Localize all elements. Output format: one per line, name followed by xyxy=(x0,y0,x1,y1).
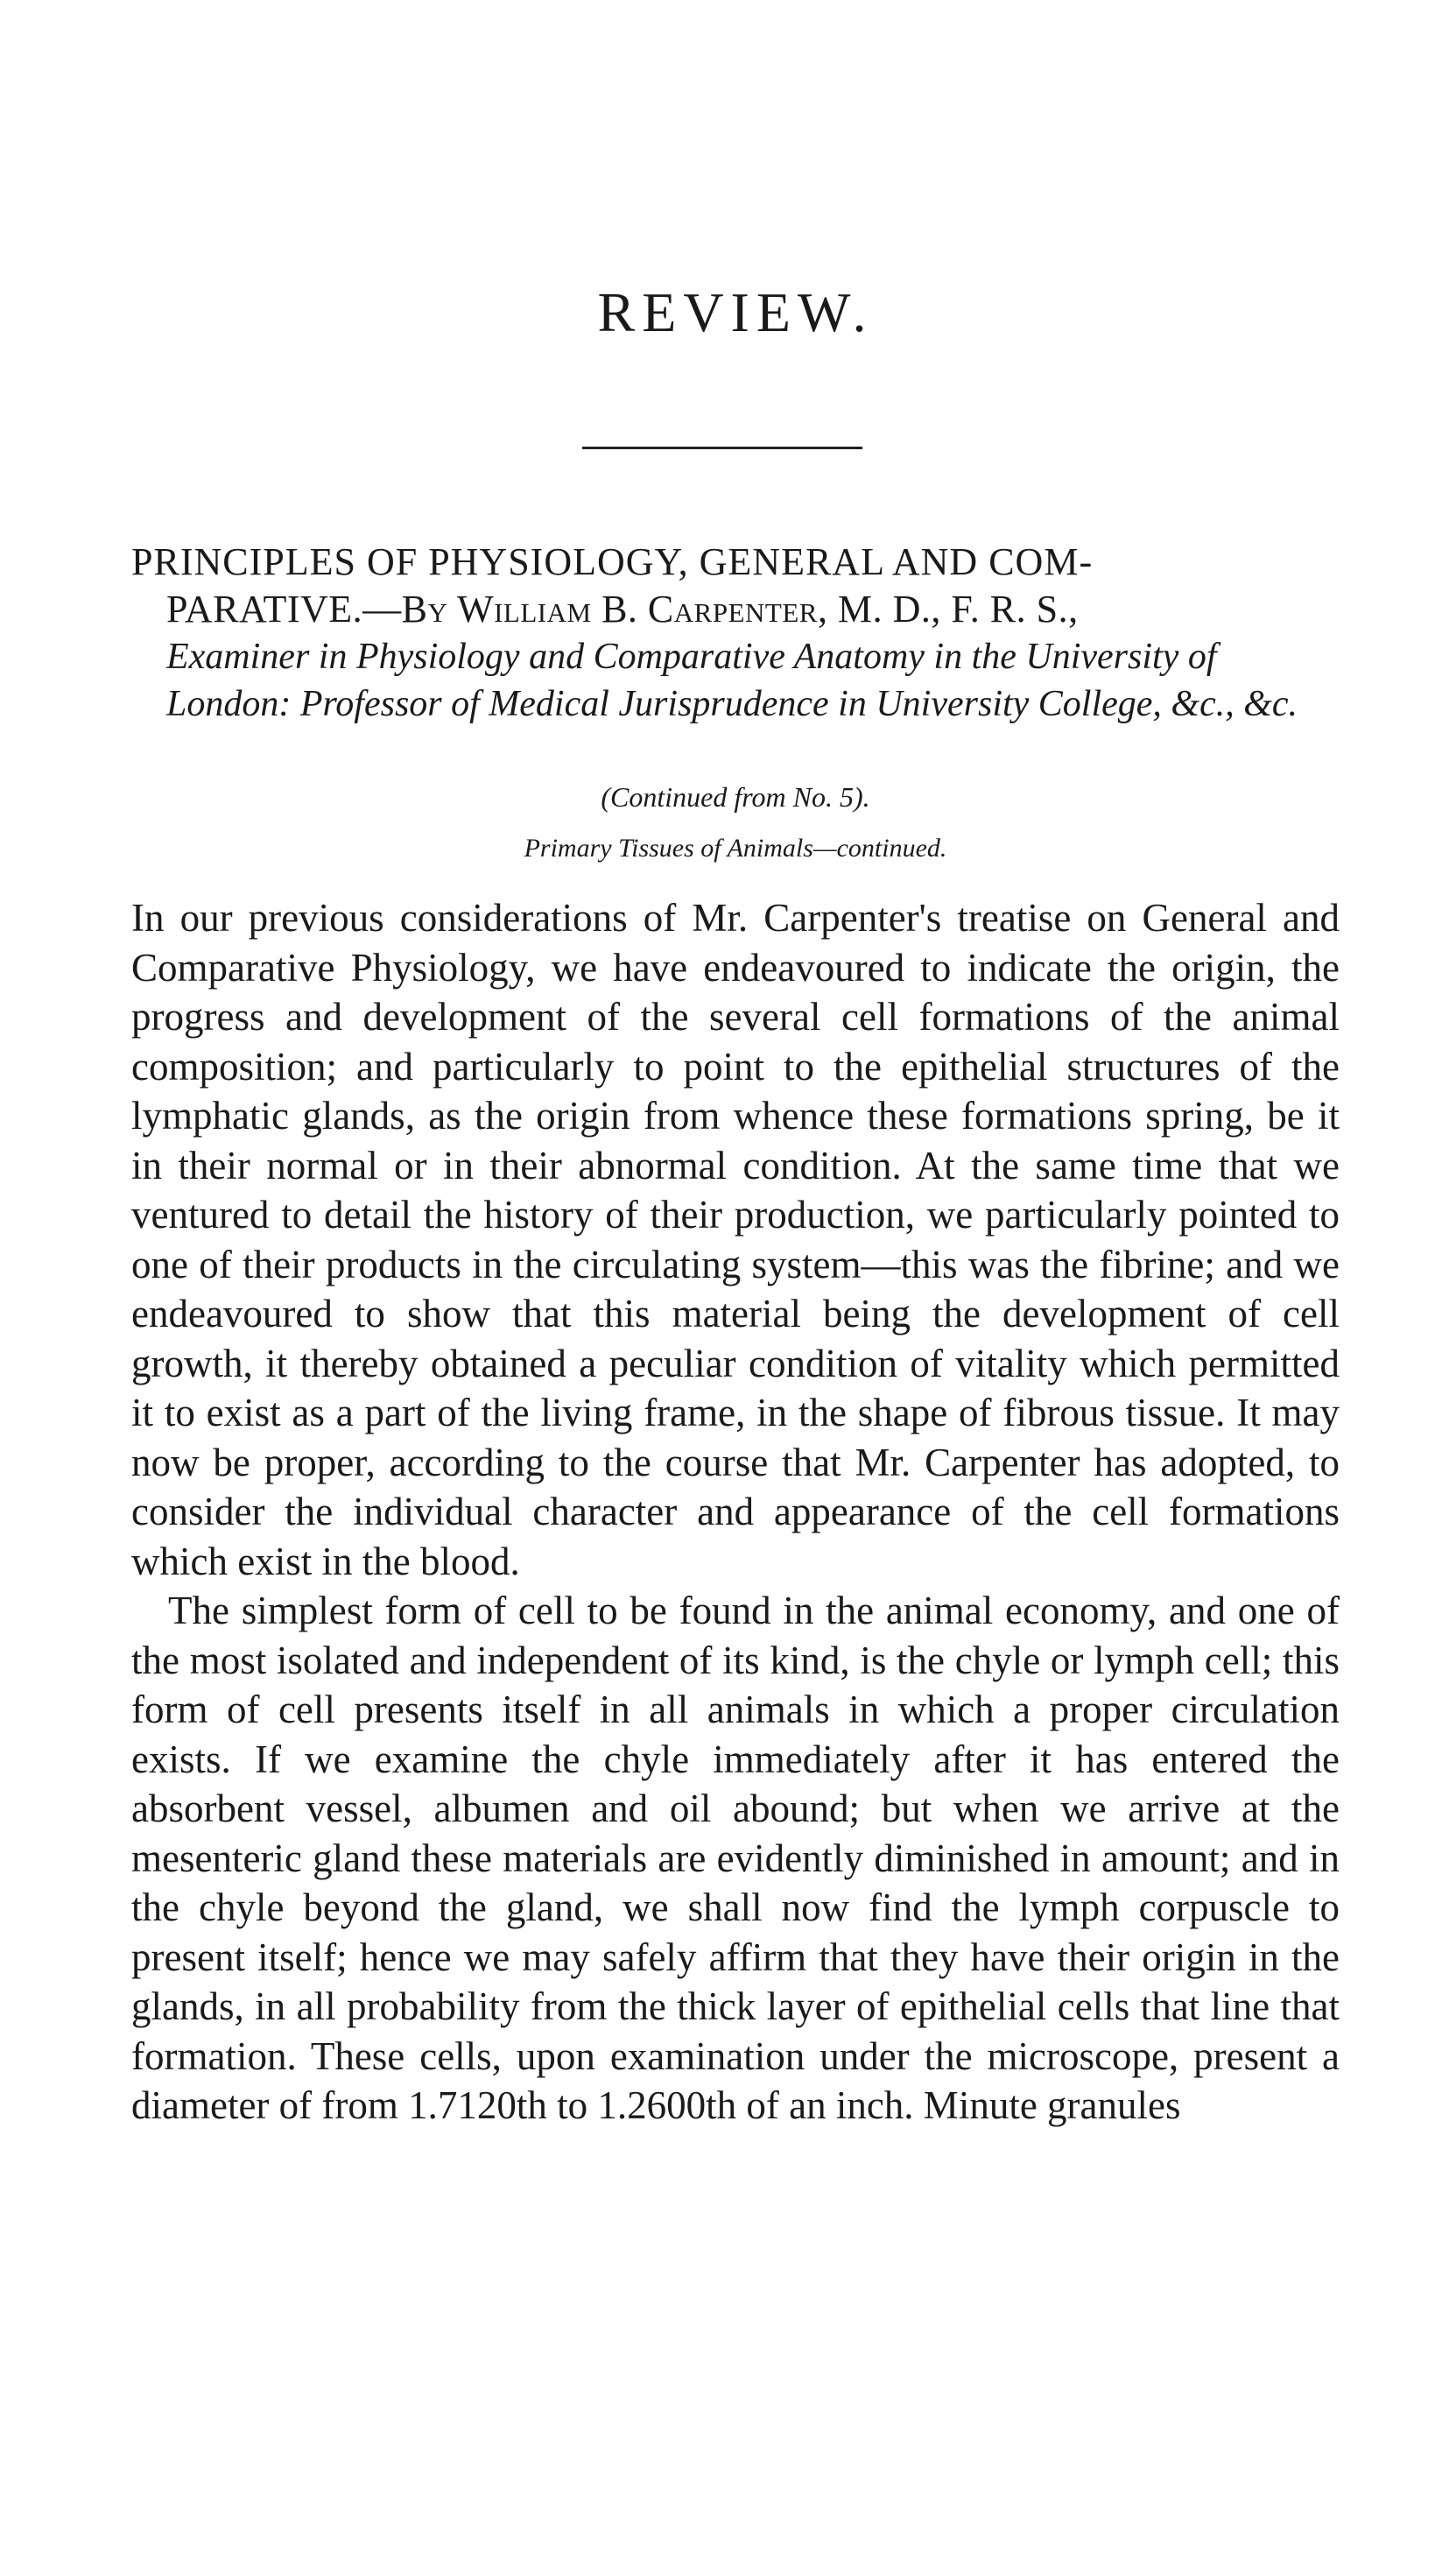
title-line-2 xyxy=(131,586,1340,633)
article-title xyxy=(131,539,1340,728)
continued-note: (Continued from No. 5). xyxy=(601,781,870,813)
article-body xyxy=(131,893,1340,2131)
author-credentials: Examiner in Physiology and Comparative Anatomy in the University of London: Professor of Medical Jurisprudence in University College, &c., &c. xyxy=(166,637,1298,724)
title-line-1: PRINCIPLES OF PHYSIOLOGY, GENERAL AND COM- xyxy=(131,540,1094,583)
paragraph: In our previous considerations of Mr. Carpenter's treatise on General and Comparative Physiology, we have endeavoured to indicate the origin, the progress and development of the several cell formations of the animal composition; and particularly to point to the epithelial structures of the lymphatic glands, as the origin from whence these formations spring, be it in their normal or in their abnormal condition. At the same time that we ventured to detail the history of their production, we particularly pointed to one of their products in the circulating system—this was the fibrine; and we endeavoured to show that this material being the development of cell growth, it thereby obtained a peculiar condition of vitality which permitted it to exist as a part of the living frame, in the shape of fibrous tissue. It may now be proper, according to the course that Mr. Carpenter has adopted, to consider the individual character and appearance of the cell formations which exist in the blood. xyxy=(131,896,1340,1583)
page-heading: REVIEW. xyxy=(597,281,874,343)
heading-rule xyxy=(582,447,862,449)
title-suffix: M. D., F. R. S., xyxy=(827,588,1079,631)
section-subheading: Primary Tissues of Animals—continued. xyxy=(524,834,947,863)
paragraph: The simplest form of cell to be found in the animal economy, and one of the most isolated and independent of its kind, is the chyle or lymph cell; this form of cell presents itself in all animals in which a proper circulation exists. If we examine the chyle immediately after it has entered the absorbent vessel, albumen and oil abound; but when we arrive at the mesenteric gland these materials are evidently diminished in amount; and in the chyle beyond the gland, we shall now find the lymph corpuscle to present itself; hence we may safely affirm that they have their origin in the glands, in all probability from the thick layer of epithelial cells that line that formation. These cells, upon examination under the microscope, present a diameter of from 1.7120th to 1.2600th of an inch. Minute granules xyxy=(131,1589,1340,2127)
title-author: By William B. Carpenter, xyxy=(401,588,828,631)
title-prefix: PARATIVE.— xyxy=(166,588,402,631)
